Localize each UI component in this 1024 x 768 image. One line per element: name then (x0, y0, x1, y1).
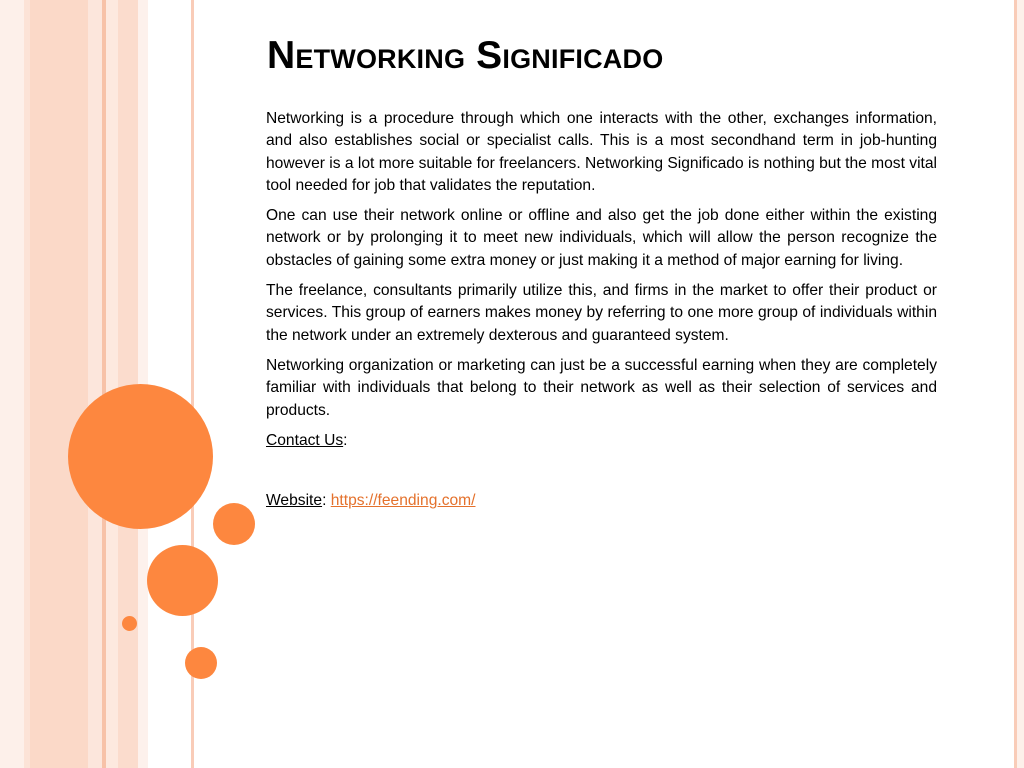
decorative-stripe (88, 0, 102, 768)
website-line (266, 490, 937, 512)
decorative-circle-medium (147, 545, 218, 616)
contact-line (266, 430, 937, 452)
website-label: Website (266, 492, 323, 510)
decorative-circle-small (185, 647, 217, 679)
decorative-stripe (0, 0, 24, 768)
decorative-circle-large (68, 384, 213, 529)
decorative-circle-small (213, 503, 255, 545)
contact-suffix: : (343, 431, 348, 449)
paragraph: Networking organization or marketing can just be a successful earning when they are completely familiar with individuals that belong to their network as well as their selection of services and products. (266, 356, 937, 419)
decorative-stripe (106, 0, 118, 768)
decorative-circle-tiny (122, 616, 137, 631)
page-title: Networking Significado (267, 34, 664, 77)
paragraph: One can use their network online or offline and also get the job done either within the existing network or by prolonging it to meet new individuals, which will allow the person recognize the obstacles of gaining some extra money or just making it a method of major earning for living. (266, 207, 937, 269)
body-content (266, 108, 937, 520)
paragraph: The freelance, consultants primarily utilize this, and firms in the market to offer their product or services. This group of earners makes money by referring to one more group of individuals within the network under an extremely dexterous and guaranteed system. (266, 282, 937, 344)
decorative-stripe (1017, 0, 1024, 768)
spacer (266, 460, 937, 490)
website-link[interactable]: https://feending.com/ (330, 492, 476, 510)
decorative-stripe (30, 0, 88, 768)
contact-label: Contact Us (266, 431, 344, 449)
website-separator: : (322, 492, 331, 510)
paragraph: Networking is a procedure through which one interacts with the other, exchanges information, and also establishes social or specialist calls. This is a most secondhand term in job-hunting however is a lot more suitable for freelancers. Networking Significado is nothing but the most vital tool needed for job that validates the reputation. (266, 110, 937, 194)
